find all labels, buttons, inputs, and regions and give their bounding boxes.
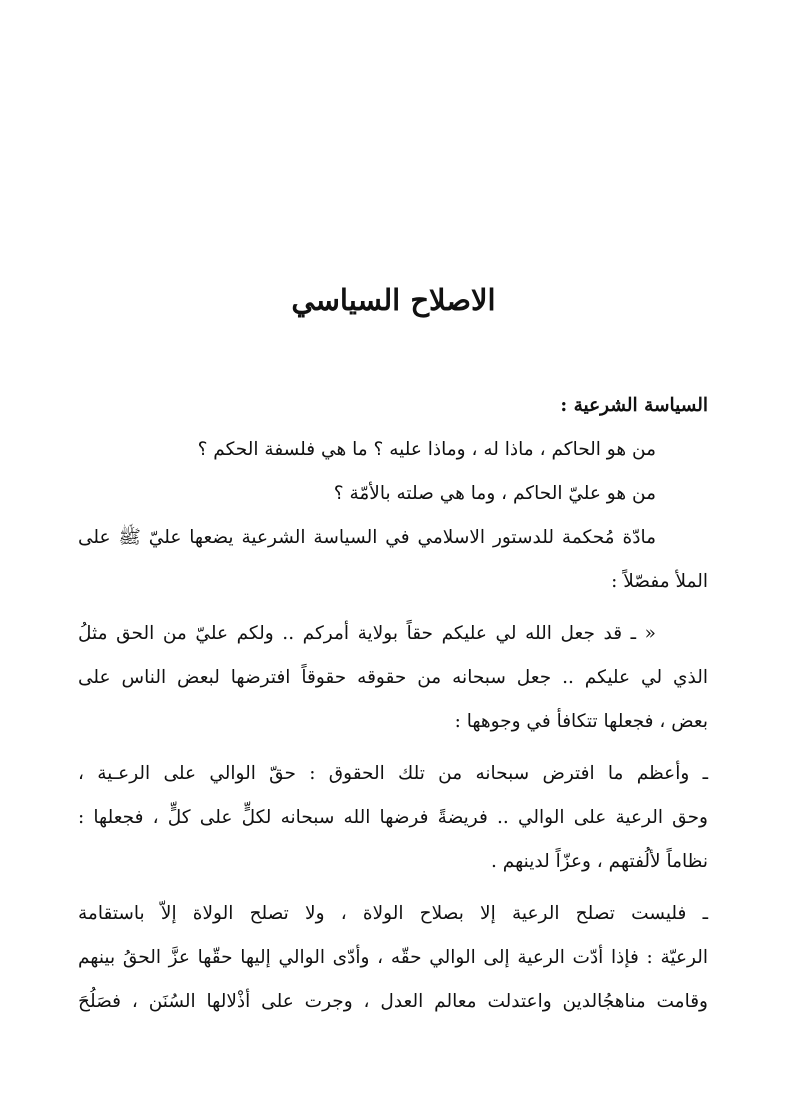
- intro-line-2: الملأ مفصّلاً :: [611, 571, 708, 592]
- para3-line-1: ـ فليست تصلح الرعية إلا بصلاح الولاة ، ولا تصلح الولاة إلاّ باستقامة: [78, 903, 708, 924]
- paragraph-3: [78, 892, 708, 1024]
- chapter-title: الاصلاح السياسي: [291, 283, 496, 317]
- para3-line-3: وقامت مناهجُالدين واعتدلت معالم العدل ، وجرت على أذْلالها السُنَن ، فصَلُحَ: [78, 991, 708, 1012]
- document-body: [78, 384, 708, 1024]
- question-1: من هو الحاكم ، ماذا له ، وماذا عليه ؟ ما هي فلسفة الحكم ؟: [197, 439, 656, 460]
- quote-line-3: بعض ، فجعلها تتكافأ في وجوهها :: [454, 711, 708, 732]
- para3-line-2: الرعيّة : فإذا أدّت الرعية إلى الوالي حقّه ، وأدّى الوالي إليها حقّها عزَّ الحقُ بينهم: [78, 947, 708, 968]
- question-2: من هو عليّ الحاكم ، وما هي صلته بالأمّة ؟: [333, 483, 656, 504]
- section-heading: السياسة الشرعية :: [560, 395, 708, 416]
- intro-line-1: مادّة مُحكمة للدستور الاسلامي في السياسة الشرعية يضعها عليّ ﷺ على: [78, 527, 656, 548]
- intro-paragraph: [78, 516, 708, 604]
- quote-paragraph: [78, 612, 708, 744]
- paragraph-2: [78, 752, 708, 884]
- quote-line-2: الذي لي عليكم .. جعل سبحانه من حقوقه حقوقاً افترضها لبعض الناس على: [78, 667, 708, 688]
- quote-line-1: « ـ قد جعل الله لي عليكم حقاً بولاية أمركم .. ولكم عليّ من الحق مثلُ: [78, 623, 656, 644]
- para2-line-2: وحق الرعية على الوالي .. فريضةً فرضها الله سبحانه لكلٍّ على كلٍّ ، فجعلها :: [78, 807, 708, 828]
- para2-line-1: ـ وأعظم ما افترض سبحانه من تلك الحقوق : حقّ الوالي على الرعـية ،: [78, 763, 708, 784]
- para2-line-3: نظاماً لألُفتهم ، وعزّاً لدينهم .: [491, 851, 708, 872]
